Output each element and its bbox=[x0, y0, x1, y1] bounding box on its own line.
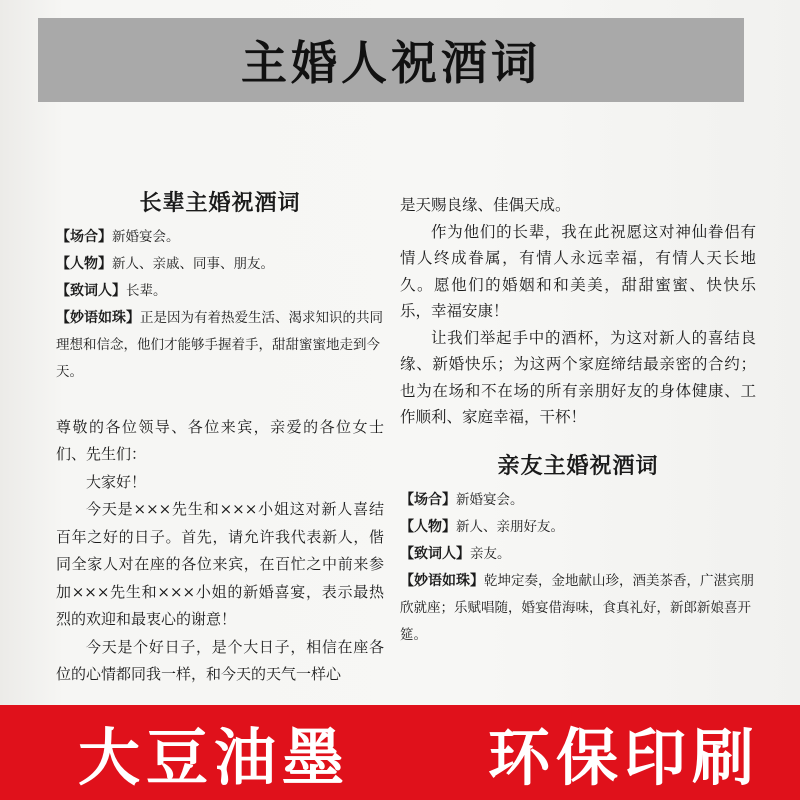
meta-occasion: 【场合】新婚宴会。 bbox=[56, 228, 180, 245]
page-title: 主婚人祝酒词 bbox=[241, 36, 541, 90]
paragraph-2: 今天是个好日子，是个大日子，相信在座各位的心情都同我一样，和今天的天气一样心 bbox=[56, 637, 384, 683]
section-title-elder: 长辈主婚祝酒词 bbox=[139, 190, 301, 216]
promo-banner bbox=[0, 705, 800, 800]
section-title-friend: 亲友主婚祝酒词 bbox=[497, 452, 659, 479]
greeting: 尊敬的各位领导、各位来宾，亲爱的各位女士们、先生们： bbox=[56, 417, 384, 463]
meta-speaker-2: 【致词人】亲友。 bbox=[400, 546, 511, 562]
paragraph-toast: 让我们举起手中的酒杯，为这对新人的喜结良缘、新婚快乐；为这两个家庭缔结最亲密的合约；也为在场和不在场的所有亲朋好友的身体健康、工作顺利、家庭幸福，干杯！ bbox=[400, 328, 756, 426]
paragraph-blessing: 作为他们的长辈，我在此祝愿这对神仙眷侣有情人终成眷属，有情人永远幸福，有情人天长地久。愿他们的婚姻和和美美，甜甜蜜蜜、快快乐乐，幸福安康！ bbox=[400, 222, 756, 320]
paragraph-1: 今天是×××先生和×××小姐这对新人喜结百年之好的日子。首先，请允许我代表新人，偕同全家人对在座的各位来宾，在百忙之中前来参加×××先生和×××小姐的新婚喜宴，表示最热烈的欢迎和最衷心的谢意！ bbox=[56, 500, 384, 628]
meta-quote-2: 【妙语如珠】乾坤定奏，金地献山珍，酒美茶香，广湛宾朋欣就座；乐赋唱随，婚宴借海味，食真礼好，新郎新娘喜开筵。 bbox=[400, 573, 754, 643]
hello: 大家好！ bbox=[86, 472, 147, 491]
banner-text-eco-print: 环保印刷 bbox=[487, 721, 760, 794]
meta-people-2: 【人物】新人、亲朋好友。 bbox=[400, 519, 564, 535]
meta-people: 【人物】新人、亲戚、同事、朋友。 bbox=[56, 255, 274, 272]
right-column bbox=[400, 192, 756, 649]
meta-quote: 【妙语如珠】正是因为有着热爱生活、渴求知识的共同理想和信念，他们才能够手握着手，甜甜蜜蜜地走到今天。 bbox=[56, 309, 383, 380]
meta-occasion-2: 【场合】新婚宴会。 bbox=[400, 492, 524, 508]
banner-text-soy-ink: 大豆油墨 bbox=[78, 721, 351, 794]
title-bar bbox=[38, 18, 744, 102]
continued-text: 是天赐良缘、佳偶天成。 bbox=[400, 196, 571, 214]
meta-speaker: 【致词人】长辈。 bbox=[56, 282, 167, 299]
left-column bbox=[56, 190, 384, 689]
